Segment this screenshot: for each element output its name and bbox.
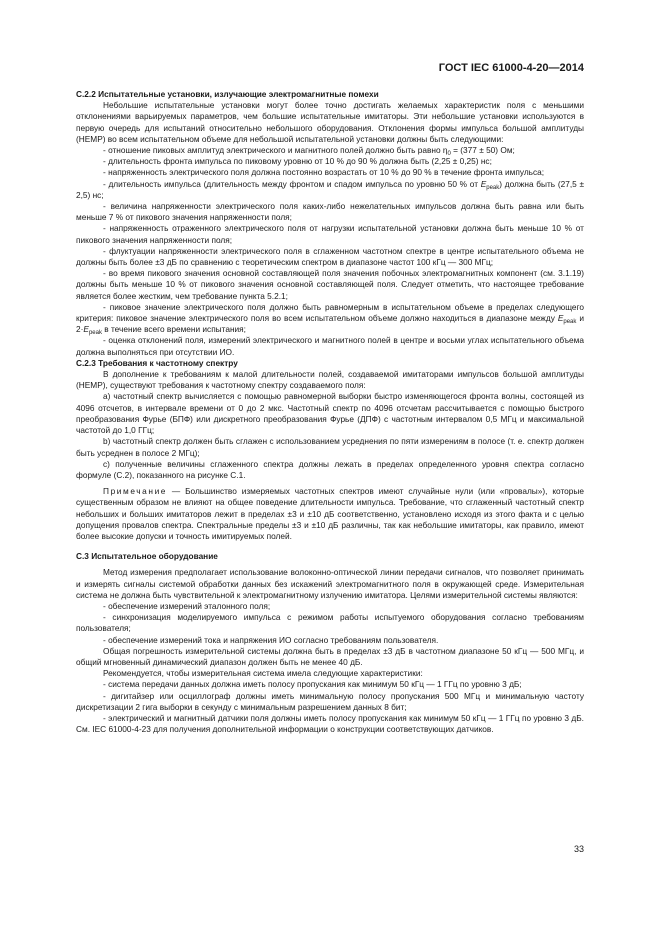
list-item: - напряженность отраженного электрического поля от нагрузки испытательной установки должна быть меньше 10 % от пикового значения напряженности поля; xyxy=(76,223,584,245)
list-item: а) частотный спектр вычисляется с помощью равномерной выборки быстро изменяющегося фронта волны, состоящей из 4096 отсчетов, в интервале времени от 0 до 2 мкс. Частотный спектр по 4096 отсчетам рассчитывается с помощью быстрого преобразования Фурье (БПФ) или дискретного преобразования Фурье (ДПФ) с частотным интервалом 0,5 МГц и максимальной частотой до 1,0 ГГц; xyxy=(76,391,584,436)
document-header: ГОСТ IEC 61000-4-20—2014 xyxy=(438,62,584,74)
list-item-text: = (377 ± 50) Ом; xyxy=(450,145,515,156)
subscript: peak xyxy=(486,184,500,191)
list-item xyxy=(76,145,584,156)
note xyxy=(76,486,584,542)
list-item: - обеспечение измерений тока и напряжения ИО согласно требованиям пользователя. xyxy=(103,634,439,645)
list-item-text: - длительность импульса (длительность между фронтом и спадом импульса по уровню 50 % от xyxy=(103,178,481,189)
list-item: - дигитайзер или осциллограф должны иметь минимальную полосу пропускания 500 МГц и минимальную частоту дискретизации 2 гига выборки в секунду с минимальным разрешением данных 8 бит; xyxy=(76,690,584,712)
subscript: peak xyxy=(88,330,102,337)
symbol-e: E xyxy=(557,313,564,324)
paragraph: Небольшие испытательные установки могут более точно достигать желаемых характеристик поля с меньшими отклонениями варьируемых параметров, чем большие испытательные имитаторы. Эти небольшие установки используются в первую очередь для испытаний относительно небольшого оборудования. Отклонения формы импульса большой амплитуды (HEMP) во всем испытательном объеме для небольшой испытательной установки должны быть следующими: xyxy=(76,100,584,144)
paragraph: Метод измерения предполагает использование волоконно-оптической линии передачи сигналов, что позволяет принимать и измерять сигналы системой обработки данных без искажений электромагнитного поля в окружающей среде. Измерительная система не должна быть чувствительной к электромагнитному излучению имитатора. Целями измерительной системы являются: xyxy=(76,567,584,600)
list-item-text: - пиковое значение электрического поля должно быть равномерным в испытательном объеме в пределах следующего критерия: пиковое значение электрического поля во всем испытательном объеме должно находиться в диапазоне между xyxy=(76,301,584,324)
list-item-text: в течение всего времени испытания; xyxy=(101,324,246,335)
list-item: b) частотный спектр должен быть сглажен с использованием усреднения по пяти измерениям в полосе (т. е. спектр должен быть усреднен в полосе 2 МГц); xyxy=(76,436,584,458)
paragraph: Рекомендуется, чтобы измерительная система имела следующие характеристики: xyxy=(103,668,423,679)
list-item: - флуктуации напряженности электрического поля в сглаженном частотном спектре в центре испытательного объема не должны быть более ±3 дБ по сравнению с теоретическим спектром в диапазоне частот 100 кГц — 300 МГц; xyxy=(76,245,584,268)
document-body xyxy=(76,89,584,735)
section-heading-c22: C.2.2 Испытательные установки, излучающие электромагнитные помехи xyxy=(76,89,379,99)
subscript: 0 xyxy=(447,151,451,158)
note-text: — Большинство измеряемых частотных спектров имеют случайные нули (или «провалы»), которые существенным образом не влияют на общее поведение длительности импульса. Требование, что сглаженный частотный спектр небольших и больших имитаторов лежит в пределах ±3 и ±10 дБ соответственно, установлено исходя из этого факта и с целью допущения провалов спектра. Спектральные пределы ±3 и ±10 дБ различны, так как небольшие имитаторы, как правило, имеют более высокие допуски и точность имитируемых полей. xyxy=(76,486,584,541)
list-item: - система передачи данных должна иметь полосу пропускания как минимум 50 кГц — 1 ГГц по уровню 3 дБ; xyxy=(103,679,522,690)
list-item: - синхронизация моделируемого импульса с режимом работы испытуемого оборудования согласно требованиям пользователя; xyxy=(76,612,584,634)
list-item: c) полученные величины сглаженного спектра должны лежать в пределах определенного уровня спектра согласно формуле (С.2), показанного на рисунке С.1. xyxy=(76,458,584,480)
section-heading-c3: C.3 Испытательное оборудование xyxy=(76,551,218,562)
list-item: - величина напряженности электрического поля каких-либо нежелательных импульсов должна быть равна или быть меньше 7 % от пикового значения напряженности поля; xyxy=(76,201,584,223)
paragraph: Общая погрешность измерительной системы должна быть в пределах ±3 дБ в частотном диапазоне 50 кГц — 500 МГц, и общий мгновенный динамический диапазон должен быть не менее 40 дБ. xyxy=(76,645,584,667)
list-item xyxy=(76,179,584,201)
subscript: peak xyxy=(563,319,577,326)
symbol-e: E xyxy=(83,324,89,335)
list-item-text: ) должна быть (27,5 ± 2,5) нс; xyxy=(76,178,584,200)
symbol-e: E xyxy=(480,178,487,189)
list-item: - длительность фронта импульса по пиковому уровню от 10 % до 90 % должна быть (2,25 ± 0,25) нс; xyxy=(103,156,492,167)
list-item: - оценка отклонений поля, измерений электрического и магнитного полей в центре и восьми углах испытательного объема должна выполняться при отсутствии ИО. xyxy=(76,335,584,357)
list-item: - электрический и магнитный датчики поля должны иметь полосу пропускания как минимум 50 кГц — 1 ГГц по уровню 3 дБ. См. IEC 61000-4-23 для получения дополнительной информации о конструкции соответствующих датчиков. xyxy=(76,712,584,735)
note-label: Примечание xyxy=(103,486,168,497)
list-item-text: - отношение пиковых амплитуд электрического и магнитного полей должно быть равно η xyxy=(103,145,448,156)
list-item: - во время пикового значения основной составляющей поля значения побочных электромагнитных компонент (см. 3.1.19) должны быть меньше 10 % от пикового значения основной составляющей поля. Следует отметить, что настоящее требование является более жестким, чем требование пункта 5.2.1; xyxy=(76,268,584,301)
list-item-text: и 2· xyxy=(76,313,584,335)
section-heading-c23: C.2.3 Требования к частотному спектру xyxy=(76,357,238,368)
list-item: - напряженность электрического поля должна постоянно возрастать от 10 % до 90 % в течение фронта импульса; xyxy=(103,167,545,178)
paragraph: В дополнение к требованиям к малой длительности полей, создаваемой имитаторами импульсов большой амплитуды (HEMP), существуют требования к частотному спектру создаваемого поля: xyxy=(76,369,584,391)
list-item xyxy=(76,302,584,336)
list-item: - обеспечение измерений эталонного поля; xyxy=(103,600,271,611)
page-number: 33 xyxy=(573,844,584,854)
